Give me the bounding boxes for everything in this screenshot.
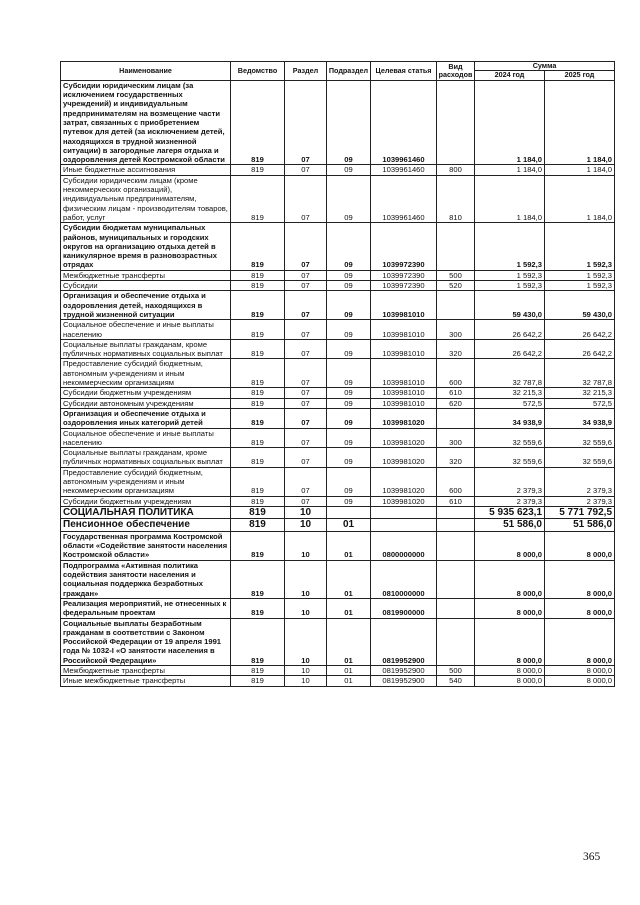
header-dept: Ведомство [231, 62, 285, 81]
cell-name: Социальное обеспечение и иные выплаты населению [61, 320, 231, 340]
cell-section: 07 [285, 428, 327, 448]
cell-dept: 819 [231, 320, 285, 340]
cell-subsection: 09 [327, 388, 371, 398]
cell-y2025: 26 642,2 [545, 339, 615, 359]
cell-target: 1039981020 [371, 448, 437, 468]
cell-dept: 819 [231, 281, 285, 291]
cell-section: 07 [285, 467, 327, 496]
cell-type: 600 [437, 359, 475, 388]
table-row [61, 408, 615, 428]
table-row [61, 666, 615, 676]
cell-name: Субсидии бюджетам муниципальных районов, муниципальных и городских округов на организацию отдыха детей в каникулярное время в разновозрастных отрядах [61, 223, 231, 270]
cell-target: 1039972390 [371, 270, 437, 280]
cell-y2024: 32 559,6 [475, 448, 545, 468]
cell-y2025: 2 379,3 [545, 467, 615, 496]
cell-section: 07 [285, 175, 327, 222]
table-row [61, 270, 615, 280]
cell-type: 800 [437, 165, 475, 175]
cell-name: Реализация мероприятий, не отнесенных к федеральным проектам [61, 598, 231, 618]
cell-subsection: 09 [327, 428, 371, 448]
cell-subsection: 01 [327, 618, 371, 665]
cell-section: 10 [285, 519, 327, 532]
cell-y2025: 8 000,0 [545, 666, 615, 676]
cell-y2024: 1 184,0 [475, 165, 545, 175]
cell-name: Иные бюджетные ассигнования [61, 165, 231, 175]
cell-name: Субсидии бюджетным учреждениям [61, 388, 231, 398]
header-type: Вид расходов [437, 62, 475, 81]
table-row [61, 175, 615, 222]
cell-y2025: 59 430,0 [545, 291, 615, 320]
cell-target [371, 506, 437, 519]
cell-type: 320 [437, 339, 475, 359]
cell-y2024: 32 787,8 [475, 359, 545, 388]
cell-dept: 819 [231, 598, 285, 618]
cell-target: 0819952900 [371, 676, 437, 686]
cell-section: 10 [285, 618, 327, 665]
cell-section: 07 [285, 339, 327, 359]
cell-name: Организация и обеспечение отдыха и оздоровления детей, находящихся в трудной жизненной ситуации [61, 291, 231, 320]
cell-y2024: 1 184,0 [475, 80, 545, 165]
cell-y2025: 32 787,8 [545, 359, 615, 388]
cell-type [437, 560, 475, 598]
cell-subsection: 09 [327, 223, 371, 270]
cell-subsection: 01 [327, 519, 371, 532]
table-row [61, 531, 615, 560]
cell-section: 07 [285, 291, 327, 320]
cell-subsection: 01 [327, 676, 371, 686]
cell-target: 0810000000 [371, 560, 437, 598]
cell-y2025: 5 771 792,5 [545, 506, 615, 519]
cell-y2025: 572,5 [545, 398, 615, 408]
cell-y2024: 1 592,3 [475, 281, 545, 291]
cell-subsection: 01 [327, 666, 371, 676]
cell-section: 07 [285, 80, 327, 165]
cell-y2025: 1 184,0 [545, 80, 615, 165]
cell-section: 10 [285, 531, 327, 560]
cell-section: 10 [285, 598, 327, 618]
cell-dept: 819 [231, 506, 285, 519]
cell-name: Субсидии бюджетным учреждениям [61, 496, 231, 506]
budget-table [60, 61, 615, 687]
cell-dept: 819 [231, 428, 285, 448]
cell-subsection: 09 [327, 320, 371, 340]
cell-dept: 819 [231, 339, 285, 359]
cell-subsection: 01 [327, 531, 371, 560]
cell-y2024: 51 586,0 [475, 519, 545, 532]
cell-subsection: 09 [327, 359, 371, 388]
cell-y2025: 8 000,0 [545, 560, 615, 598]
cell-target: 1039981010 [371, 339, 437, 359]
table-row [61, 467, 615, 496]
cell-y2024: 1 592,3 [475, 270, 545, 280]
cell-target: 1039981010 [371, 359, 437, 388]
cell-y2024: 26 642,2 [475, 320, 545, 340]
cell-section: 07 [285, 165, 327, 175]
cell-y2025: 1 184,0 [545, 165, 615, 175]
cell-type: 610 [437, 388, 475, 398]
cell-y2025: 1 592,3 [545, 270, 615, 280]
cell-y2024: 26 642,2 [475, 339, 545, 359]
table-row [61, 80, 615, 165]
cell-y2025: 1 592,3 [545, 281, 615, 291]
cell-y2024: 572,5 [475, 398, 545, 408]
cell-y2024: 32 215,3 [475, 388, 545, 398]
table-body [61, 80, 615, 686]
cell-target: 1039981020 [371, 467, 437, 496]
cell-y2025: 34 938,9 [545, 408, 615, 428]
cell-section: 07 [285, 448, 327, 468]
cell-section: 10 [285, 676, 327, 686]
cell-name: Государственная программа Костромской области «Содействие занятости населения Костромской области» [61, 531, 231, 560]
cell-name: Социальные выплаты гражданам, кроме публичных нормативных социальных выплат [61, 448, 231, 468]
header-target: Целевая статья [371, 62, 437, 81]
cell-target: 1039981010 [371, 320, 437, 340]
cell-y2025: 2 379,3 [545, 496, 615, 506]
page-number: 365 [583, 851, 601, 863]
cell-type [437, 519, 475, 532]
cell-target: 1039972390 [371, 223, 437, 270]
cell-y2025: 1 592,3 [545, 223, 615, 270]
cell-target: 1039961460 [371, 175, 437, 222]
cell-dept: 819 [231, 496, 285, 506]
cell-dept: 819 [231, 531, 285, 560]
cell-subsection: 01 [327, 560, 371, 598]
cell-section: 07 [285, 320, 327, 340]
table-row [61, 165, 615, 175]
cell-type [437, 408, 475, 428]
cell-type: 500 [437, 666, 475, 676]
cell-dept: 819 [231, 560, 285, 598]
cell-section: 07 [285, 281, 327, 291]
cell-target: 0819900000 [371, 598, 437, 618]
table-row [61, 448, 615, 468]
cell-dept: 819 [231, 80, 285, 165]
table-row [61, 291, 615, 320]
cell-name: Предоставление субсидий бюджетным, автономным учреждениям и иным некоммерческим организациям [61, 467, 231, 496]
cell-y2024: 1 184,0 [475, 175, 545, 222]
cell-name: Социальные выплаты гражданам, кроме публичных нормативных социальных выплат [61, 339, 231, 359]
cell-target [371, 519, 437, 532]
table-row [61, 398, 615, 408]
cell-section: 07 [285, 359, 327, 388]
cell-y2024: 59 430,0 [475, 291, 545, 320]
cell-y2025: 32 215,3 [545, 388, 615, 398]
cell-target: 1039981010 [371, 388, 437, 398]
cell-name: Субсидии [61, 281, 231, 291]
cell-y2024: 34 938,9 [475, 408, 545, 428]
cell-type: 600 [437, 467, 475, 496]
table-row [61, 281, 615, 291]
cell-subsection [327, 506, 371, 519]
table-row [61, 560, 615, 598]
cell-name: Субсидии юридическим лицам (за исключением государственных учреждений) и индивидуальным предпринимателям на возмещение части затрат, связанных с приобретением путевок для детей (за исключением детей, находящихся в трудной жизненной ситуации) в загородные лагеря отдыха и оздоровления детей Костромской области [61, 80, 231, 165]
cell-subsection: 09 [327, 448, 371, 468]
cell-type [437, 291, 475, 320]
cell-dept: 819 [231, 666, 285, 676]
cell-y2024: 8 000,0 [475, 666, 545, 676]
cell-section: 07 [285, 223, 327, 270]
header-name: Наименование [61, 62, 231, 81]
cell-name: Межбюджетные трансферты [61, 270, 231, 280]
cell-type: 300 [437, 428, 475, 448]
cell-name: Субсидии юридическим лицам (кроме некоммерческих организаций), индивидуальным предпринимателям, физическим лицам - производителям товаров, работ, услуг [61, 175, 231, 222]
cell-dept: 819 [231, 359, 285, 388]
cell-section: 10 [285, 506, 327, 519]
cell-subsection: 09 [327, 281, 371, 291]
cell-dept: 819 [231, 398, 285, 408]
cell-subsection: 01 [327, 598, 371, 618]
cell-type: 540 [437, 676, 475, 686]
cell-y2025: 32 559,6 [545, 448, 615, 468]
cell-subsection: 09 [327, 165, 371, 175]
cell-name: Межбюджетные трансферты [61, 666, 231, 676]
cell-type: 520 [437, 281, 475, 291]
cell-dept: 819 [231, 270, 285, 280]
header-sum: Сумма [475, 62, 615, 71]
cell-section: 07 [285, 270, 327, 280]
table-row [61, 676, 615, 686]
cell-name: СОЦИАЛЬНАЯ ПОЛИТИКА [61, 506, 231, 519]
cell-type [437, 223, 475, 270]
cell-dept: 819 [231, 676, 285, 686]
cell-y2024: 8 000,0 [475, 531, 545, 560]
cell-name: Социальные выплаты безработным гражданам в соответствии с Законом Российской Федерации от 19 апреля 1991 года № 1032-I «О занятости населения в Российской Федерации» [61, 618, 231, 665]
cell-subsection: 09 [327, 270, 371, 280]
cell-target: 0819952900 [371, 618, 437, 665]
cell-subsection: 09 [327, 496, 371, 506]
table-row [61, 618, 615, 665]
cell-name: Подпрограмма «Активная политика содействия занятости населения и социальная поддержка безработных граждан» [61, 560, 231, 598]
cell-section: 10 [285, 666, 327, 676]
cell-y2025: 8 000,0 [545, 618, 615, 665]
cell-target: 1039981010 [371, 398, 437, 408]
cell-type: 500 [437, 270, 475, 280]
cell-y2024: 8 000,0 [475, 560, 545, 598]
cell-y2024: 32 559,6 [475, 428, 545, 448]
cell-type: 810 [437, 175, 475, 222]
cell-type [437, 80, 475, 165]
header-year-2024: 2024 год [475, 71, 545, 80]
cell-subsection: 09 [327, 291, 371, 320]
cell-type: 320 [437, 448, 475, 468]
cell-section: 10 [285, 560, 327, 598]
cell-y2025: 32 559,6 [545, 428, 615, 448]
table-row [61, 388, 615, 398]
cell-name: Пенсионное обеспечение [61, 519, 231, 532]
cell-y2024: 2 379,3 [475, 467, 545, 496]
cell-subsection: 09 [327, 339, 371, 359]
cell-y2024: 5 935 623,1 [475, 506, 545, 519]
header-subsection: Подраздел [327, 62, 371, 81]
cell-name: Предоставление субсидий бюджетным, автономным учреждениям и иным некоммерческим организациям [61, 359, 231, 388]
cell-subsection: 09 [327, 80, 371, 165]
cell-dept: 819 [231, 618, 285, 665]
cell-subsection: 09 [327, 175, 371, 222]
cell-type: 610 [437, 496, 475, 506]
table-row [61, 506, 615, 519]
cell-section: 07 [285, 408, 327, 428]
table-row [61, 320, 615, 340]
cell-dept: 819 [231, 467, 285, 496]
cell-y2025: 8 000,0 [545, 598, 615, 618]
table-row [61, 339, 615, 359]
cell-name: Иные межбюджетные трансферты [61, 676, 231, 686]
cell-name: Организация и обеспечение отдыха и оздоровления иных категорий детей [61, 408, 231, 428]
cell-name: Социальное обеспечение и иные выплаты населению [61, 428, 231, 448]
cell-section: 07 [285, 496, 327, 506]
cell-type: 620 [437, 398, 475, 408]
cell-dept: 819 [231, 519, 285, 532]
cell-y2024: 2 379,3 [475, 496, 545, 506]
cell-type [437, 531, 475, 560]
cell-section: 07 [285, 398, 327, 408]
table-row [61, 598, 615, 618]
cell-section: 07 [285, 388, 327, 398]
cell-type [437, 618, 475, 665]
cell-y2024: 8 000,0 [475, 618, 545, 665]
cell-target: 1039981020 [371, 408, 437, 428]
table-row [61, 359, 615, 388]
table-row [61, 519, 615, 532]
cell-dept: 819 [231, 448, 285, 468]
table-row [61, 428, 615, 448]
cell-target: 1039981010 [371, 291, 437, 320]
cell-dept: 819 [231, 291, 285, 320]
table-row [61, 496, 615, 506]
cell-y2025: 8 000,0 [545, 531, 615, 560]
cell-y2025: 1 184,0 [545, 175, 615, 222]
table-row [61, 223, 615, 270]
cell-subsection: 09 [327, 467, 371, 496]
cell-target: 1039961460 [371, 80, 437, 165]
cell-type [437, 506, 475, 519]
cell-type [437, 598, 475, 618]
cell-target: 0800000000 [371, 531, 437, 560]
cell-y2025: 51 586,0 [545, 519, 615, 532]
cell-target: 1039981020 [371, 496, 437, 506]
table-header [61, 62, 615, 81]
cell-target: 1039981020 [371, 428, 437, 448]
cell-target: 1039972390 [371, 281, 437, 291]
cell-dept: 819 [231, 175, 285, 222]
cell-y2025: 8 000,0 [545, 676, 615, 686]
cell-dept: 819 [231, 223, 285, 270]
cell-target: 0819952900 [371, 666, 437, 676]
header-section: Раздел [285, 62, 327, 81]
cell-dept: 819 [231, 408, 285, 428]
cell-dept: 819 [231, 388, 285, 398]
cell-subsection: 09 [327, 408, 371, 428]
cell-subsection: 09 [327, 398, 371, 408]
cell-type: 300 [437, 320, 475, 340]
cell-name: Субсидии автономным учреждениям [61, 398, 231, 408]
cell-y2024: 1 592,3 [475, 223, 545, 270]
cell-target: 1039961460 [371, 165, 437, 175]
header-year-2025: 2025 год [545, 71, 615, 80]
cell-y2024: 8 000,0 [475, 598, 545, 618]
cell-y2025: 26 642,2 [545, 320, 615, 340]
cell-dept: 819 [231, 165, 285, 175]
cell-y2024: 8 000,0 [475, 676, 545, 686]
